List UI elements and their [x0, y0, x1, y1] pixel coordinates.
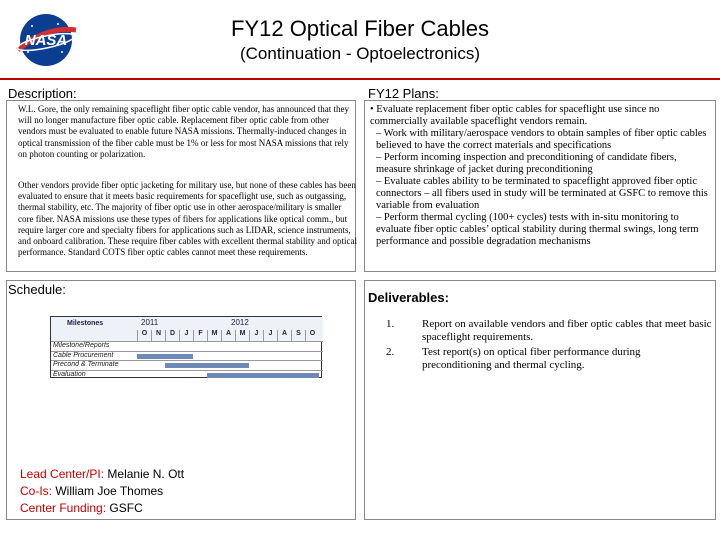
center-funding-line: [20, 500, 143, 516]
coi-label: Co-Is:: [20, 484, 53, 498]
plans-subitem: – Perform incoming inspection and preconditioning of candidate fibers, measure shrinkage of jacket during preconditioning: [376, 152, 677, 175]
gantt-month-label: N: [151, 330, 165, 341]
gantt-month-label: A: [277, 330, 291, 341]
schedule-heading: Schedule:: [8, 282, 66, 297]
lead-center-line: [20, 466, 184, 482]
gantt-year-2011: 2011: [141, 318, 159, 327]
gantt-month-label: J: [249, 330, 263, 341]
gantt-bar: [207, 373, 319, 378]
gantt-month-label: D: [165, 330, 179, 341]
plans-subitem: – Work with military/aerospace vendors to obtain samples of fiber optic cables believed to have the correct materials and specifications: [376, 128, 707, 151]
deliverable-item: [372, 318, 712, 344]
deliverables-heading: Deliverables:: [368, 290, 449, 305]
gantt-month-label: M: [235, 330, 249, 341]
plans-list: [370, 104, 712, 248]
gantt-row: [51, 360, 323, 370]
gantt-row: [51, 351, 323, 361]
gantt-row-label: Precond & Terminate: [53, 361, 119, 368]
lead-label: Lead Center/PI:: [20, 467, 105, 481]
co-investigators-line: [20, 483, 163, 499]
deliverables-panel: [364, 280, 716, 520]
gantt-bar: [137, 354, 193, 359]
gantt-month-label: A: [221, 330, 235, 341]
plans-subitem: – Perform thermal cycling (100+ cycles) tests with in-situ monitoring to evaluate fiber optic cables’ optical stability during thermal swings, long term performance and possible degradation mechanisms: [376, 212, 699, 247]
plans-subitem: – Evaluate cables ability to be terminated to spaceflight approved fiber optic connectors – all fibers used in study will be terminated at GSFC to remove this variable from evaluation: [376, 176, 708, 211]
page-title: FY12 Optical Fiber Cables: [231, 16, 489, 41]
plans-bullet: • Evaluate replacement fiber optic cables for spaceflight use since no commercially available spaceflight vendors remain.: [370, 104, 660, 127]
nasa-logo-text: NASA: [24, 32, 68, 49]
deliverable-text: Report on available vendors and fiber optic cables that meet basic spaceflight requirements.: [422, 318, 712, 343]
coi-value: William Joe Thomes: [55, 484, 164, 498]
gantt-year-2012: 2012: [231, 318, 249, 327]
funding-label: Center Funding:: [20, 501, 107, 515]
schedule-gantt-chart: [50, 316, 322, 378]
description-paragraph-2: Other vendors provide fiber optic jacketing for military use, but none of these cables has been evaluated to ensure that it meets basic requirements for spaceflight use, such as outgassing, thermal stability, etc. The majority of fiber optic use in other aerospace/military is smaller core fiber. NASA missions use these types of fibers for applications like optical comm., but require larger core and specialty fibers for applications such as LIDAR, science instruments, and onboard calibration. These require fiber cables with excellent thermal stability and optical performance. Standard COTS fiber optic cables cannot meet these requirements.: [18, 180, 357, 258]
gantt-month-label: F: [193, 330, 207, 341]
gantt-header-label: Milestones: [67, 320, 104, 327]
deliverable-number: 2.: [386, 346, 395, 358]
gantt-month-label: J: [263, 330, 277, 341]
gantt-month-label: O: [305, 330, 319, 341]
lead-value: Melanie N. Ott: [107, 467, 185, 481]
page-subtitle: (Continuation - Optoelectronics): [239, 44, 480, 63]
gantt-month-label: O: [137, 330, 151, 341]
header-divider: [0, 78, 720, 80]
gantt-row-label: Cable Procurement: [53, 351, 114, 359]
funding-value: GSFC: [109, 501, 143, 515]
gantt-bar: [165, 363, 249, 368]
description-paragraph-1: W.L. Gore, the only remaining spaceflight fiber optic cable vendor, has announced that they will no longer manufacture fiber optic cable. Replacement fiber optic cable from other vendors must be evaluated to enable future NASA missions. Thermally-induced changes in optical transmission of the fiber cable must be 1% or less for most NASA missions that rely on photon counting or polarization.: [18, 104, 349, 159]
gantt-row: [51, 341, 323, 351]
gantt-month-label: M: [207, 330, 221, 341]
gantt-row-label: Evaluation: [53, 370, 86, 378]
gantt-month-label: S: [291, 330, 305, 341]
deliverables-list: [372, 318, 712, 374]
gantt-row-label: Milestone/Reports: [53, 342, 110, 349]
description-heading: Description:: [8, 86, 77, 101]
deliverable-item: [372, 346, 712, 372]
gantt-row: [51, 370, 323, 380]
deliverable-number: 1.: [386, 318, 395, 330]
deliverable-text: Test report(s) on optical fiber performance during preconditioning and thermal cycling.: [422, 346, 641, 371]
gantt-month-label: J: [179, 330, 193, 341]
plans-heading: FY12 Plans:: [368, 86, 439, 101]
